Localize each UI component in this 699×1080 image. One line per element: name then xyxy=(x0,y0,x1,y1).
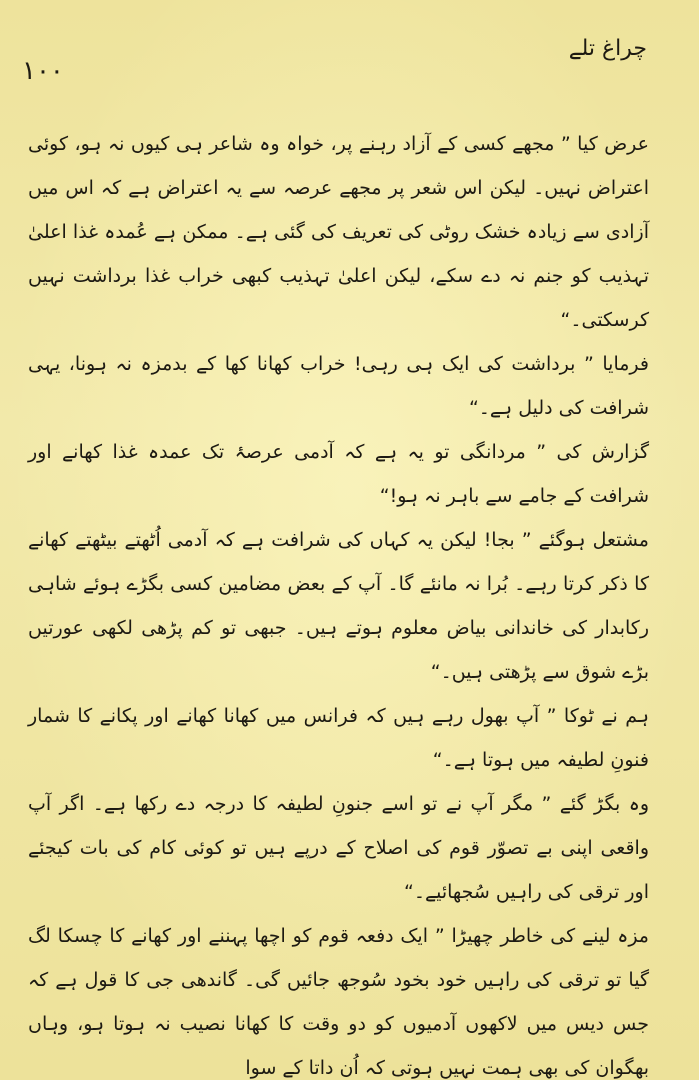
page-number: ۱۰۰ xyxy=(22,56,64,86)
paragraph: وہ بگڑ گئے ” مگر آپ نے تو اسے جنونِ لطیفہ کا درجہ دے رکھا ہے۔ اگر آپ واقعی اپنی بے تصوّر قوم کی اصلاح کے درپے ہیں تو کوئی کام کی بات کیجئے اور ترقی کی راہیں سُجھائیے۔“ xyxy=(28,793,649,903)
running-header-title: چراغ تلے xyxy=(568,36,647,61)
body-text xyxy=(28,122,649,1080)
paragraph: عرض کیا ” مجھے کسی کے آزاد رہنے پر، خواہ وہ شاعر ہی کیوں نہ ہو، کوئی اعتراض نہیں۔ لیکن اس شعر پر مجھے عرصہ سے یہ اعتراض ہے کہ اس میں آزادی سے زیادہ خشک روٹی کی تعریف کی گئی ہے۔ ممکن ہے عُمدہ غذا اعلیٰ تہذیب کو جنم نہ دے سکے، لیکن اعلیٰ تہذیب کبھی خراب غذا برداشت نہیں کرسکتی۔“ xyxy=(28,133,649,331)
paragraph: ہم نے ٹوکا ” آپ بھول رہے ہیں کہ فرانس میں کھانا کھانے اور پکانے کا شمار فنونِ لطیفہ میں ہوتا ہے۔“ xyxy=(28,705,649,771)
paragraph: فرمایا ” برداشت کی ایک ہی رہی! خراب کھانا کھا کے بدمزہ نہ ہونا، یہی شرافت کی دلیل ہے۔“ xyxy=(28,353,649,419)
paragraph: مزہ لینے کی خاطر چھیڑا ” ایک دفعہ قوم کو اچھا پہننے اور کھانے کا چسکا لگ گیا تو ترقی کی راہیں خود بخود سُوجھ جائیں گی۔ گاندھی جی کا قول ہے کہ جس دیس میں لاکھوں آدمیوں کو دو وقت کا کھانا نصیب نہ ہوتا ہو، وہاں بھگوان کی بھی ہمت نہیں ہوتی کہ اُن داتا کے سوا xyxy=(28,925,649,1079)
paragraph: مشتعل ہوگئے ” بجا! لیکن یہ کہاں کی شرافت ہے کہ آدمی اُٹھتے بیٹھتے کھانے کا ذکر کرتا رہے۔ بُرا نہ مانئے گا۔ آپ کے بعض مضامین کسی بگڑے ہوئے شاہی رکابدار کی خاندانی بیاض معلوم ہوتے ہیں۔ جبھی تو کم پڑھی لکھی عورتیں بڑے شوق سے پڑھتی ہیں۔“ xyxy=(28,529,649,683)
paragraph: گزارش کی ” مردانگی تو یہ ہے کہ آدمی عرصۂ تک عمدہ غذا کھانے اور شرافت کے جامے سے باہر نہ ہو!“ xyxy=(28,441,649,507)
